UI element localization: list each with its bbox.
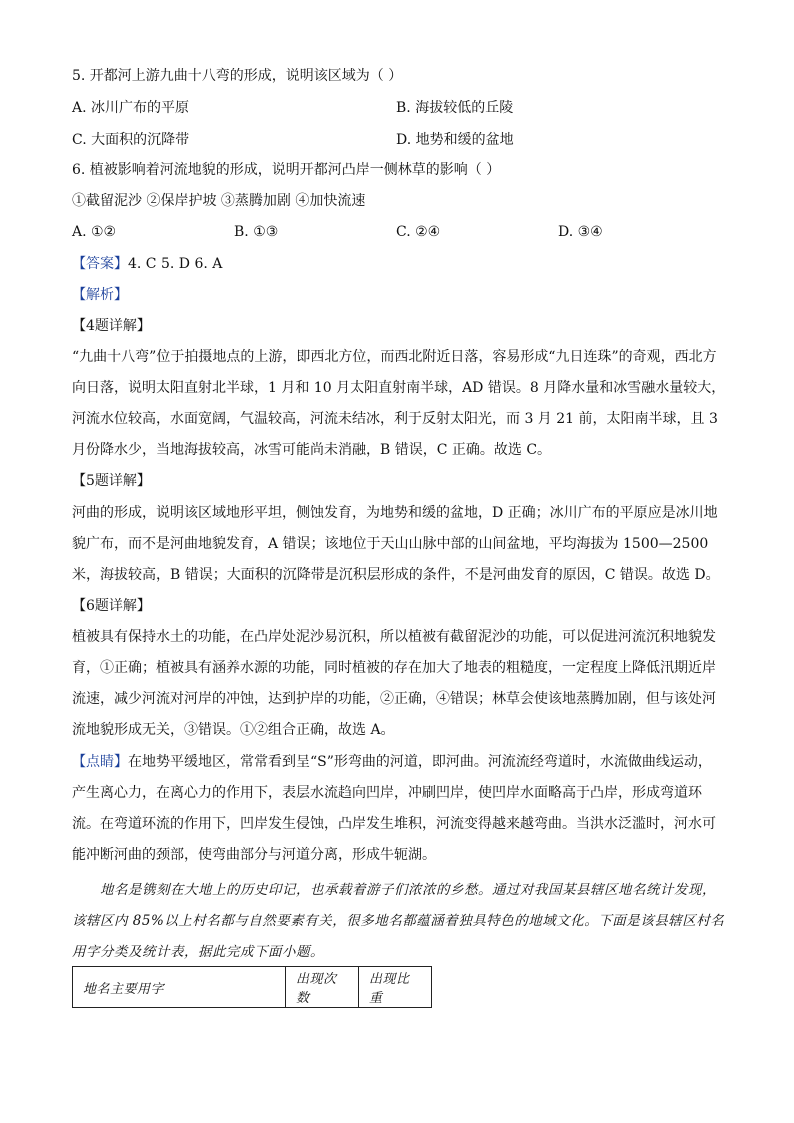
q5-option-a: A. 冰川广布的平原	[72, 100, 190, 116]
q6-option-d: D. ③④	[558, 224, 603, 240]
detail6-line: 流地貌形成无关，③错误。①②组合正确，故选 A。	[72, 722, 395, 738]
answer-tag: 【答案】	[72, 256, 128, 272]
analysis-tag: 【解析】	[72, 287, 128, 303]
detail6-line: 育，①正确；植被具有涵养水源的功能，同时植被的存在加大了地表的粗糙度，一定程度上降低汛期近岸	[72, 660, 716, 676]
q6-items: ①截留泥沙 ②保岸护坡 ③蒸腾加剧 ④加快流速	[72, 193, 366, 209]
intro-line: 地名是镌刻在大地上的历史印记，也承载着游子们浓浓的乡愁。通过对我国某县辖区地名统计发现，	[100, 882, 716, 898]
detail4-line: 向日落，说明太阳直射北半球，1 月和 10 月太阳直射南半球，AD 错误。8 月降水量和冰雪融水量较大，	[72, 380, 726, 396]
comment-first-line	[72, 752, 712, 772]
detail4-line: 河流水位较高，水面宽阔，气温较高，河流未结冰，利于反射太阳光，而 3 月 21 前，太阳南半球，且 3	[72, 411, 718, 427]
comment-first: 在地势平缓地区，常常看到呈“S”形弯曲的河道，即河曲。河流流经弯道时，水流做曲线运动，	[128, 754, 712, 770]
table-header-cell: 出现比重	[359, 967, 432, 1008]
comment-tag: 【点睛】	[72, 754, 128, 770]
detail6-line: 流速，减少河流对河岸的冲蚀，达到护岸的功能，②正确，④错误；林草会使该地蒸腾加剧，但与该处河	[72, 691, 716, 707]
detail5-line: 米，海拔较高，B 错误；大面积的沉降带是沉积层形成的条件，不是河曲发育的原因，C 错误。故选 D。	[72, 567, 720, 583]
detail5-line: 河曲的形成，说明该区域地形平坦，侧蚀发育，为地势和缓的盆地，D 正确；冰川广布的平原应是冰川地	[72, 505, 718, 521]
detail5-tag: 【5题详解】	[72, 473, 151, 489]
q5-option-b: B. 海拔较低的丘陵	[396, 100, 514, 116]
intro-line: 该辖区内 85%以上村名都与自然要素有关，很多地名都蕴涵着独具特色的地域文化。下面是该县辖区村名	[72, 913, 725, 929]
q6-option-b: B. ①③	[234, 224, 279, 240]
q5-stem: 5. 开都河上游九曲十八弯的形成，说明该区域为（ ）	[72, 68, 403, 84]
detail4-tag: 【4题详解】	[72, 318, 151, 334]
detail6-tag: 【6题详解】	[72, 598, 151, 614]
comment-line: 产生离心力，在离心力的作用下，表层水流趋向凹岸，冲刷凹岸，使凹岸水面略高于凸岸，形成弯道环	[72, 785, 702, 801]
detail6-line: 植被具有保持水土的功能，在凸岸处泥沙易沉积，所以植被有截留泥沙的功能，可以促进河流沉积地貌发	[72, 629, 716, 645]
table-header-cell: 地名主要用字	[73, 967, 286, 1008]
q5-option-c: C. 大面积的沉降带	[72, 132, 190, 148]
q6-option-a: A. ①②	[72, 224, 117, 240]
intro-line: 用字分类及统计表，据此完成下面小题。	[72, 944, 324, 960]
answer-text: 4. C 5. D 6. A	[128, 256, 223, 272]
answer-line	[72, 254, 222, 274]
comment-line: 能冲断河曲的颈部，使弯曲部分与河道分离，形成牛轭湖。	[72, 847, 436, 863]
q5-option-d: D. 地势和缓的盆地	[396, 132, 514, 148]
place-name-table	[72, 966, 432, 1008]
detail4-line: “九曲十八弯”位于拍摄地点的上游，即西北方位，而西北附近日落，容易形成“九日连珠”的奇观，西北方	[72, 349, 717, 365]
detail5-line: 貌广布，而不是河曲地貌发育，A 错误；该地位于天山山脉中部的山间盆地，平均海拔为 1500—2500	[72, 536, 709, 552]
comment-line: 流。在弯道环流的作用下，凹岸发生侵蚀，凸岸发生堆积，河流变得越来越弯曲。当洪水泛滥时，河水可	[72, 816, 716, 832]
q6-option-c: C. ②④	[396, 224, 441, 240]
q6-stem: 6. 植被影响着河流地貌的形成，说明开都河凸岸一侧林草的影响（ ）	[72, 162, 501, 178]
table-header-cell: 出现次数	[286, 967, 359, 1008]
table-header-row	[73, 967, 432, 1008]
detail4-line: 月份降水少，当地海拔较高，冰雪可能尚未消融，B 错误，C 正确。故选 C。	[72, 442, 552, 458]
